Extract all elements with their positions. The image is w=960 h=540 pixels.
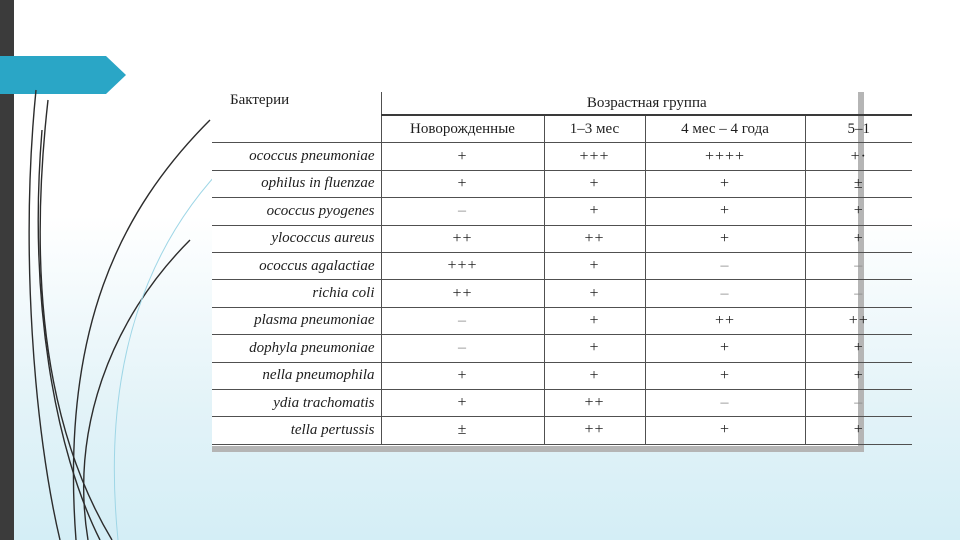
prevalence-cell: + xyxy=(805,417,912,444)
prevalence-cell: – xyxy=(381,335,544,362)
table-row xyxy=(212,389,912,416)
age-column-header: 5–1 xyxy=(805,115,912,143)
bacterium-name xyxy=(212,143,381,170)
prevalence-cell: + xyxy=(805,335,912,362)
prevalence-cell: + xyxy=(645,170,805,197)
bacteria-age-table xyxy=(212,92,912,445)
bacterium-name-text: tella pertussis xyxy=(290,421,375,438)
prevalence-cell: ++ xyxy=(544,389,645,416)
age-column-header: 4 мес – 4 года xyxy=(645,115,805,143)
prevalence-cell: ++ xyxy=(544,225,645,252)
bacterium-name xyxy=(212,280,381,307)
prevalence-cell: – xyxy=(805,389,912,416)
prevalence-cell: ± xyxy=(805,170,912,197)
table-row xyxy=(212,307,912,334)
prevalence-cell: + xyxy=(544,307,645,334)
table-row xyxy=(212,417,912,444)
prevalence-cell: ++ xyxy=(381,225,544,252)
prevalence-cell: ± xyxy=(381,417,544,444)
table-image xyxy=(212,92,870,452)
prevalence-cell: + xyxy=(381,362,544,389)
bacterium-name xyxy=(212,362,381,389)
bacterium-name-text: ophilus in fluenzae xyxy=(261,175,375,192)
prevalence-cell: + xyxy=(805,198,912,225)
bacterium-name xyxy=(212,335,381,362)
bacterium-name xyxy=(212,252,381,279)
bacteria-header: Бактерии xyxy=(212,92,381,143)
bacterium-name xyxy=(212,307,381,334)
bacterium-name-text: dophyla pneumoniae xyxy=(249,339,375,356)
prevalence-cell: + xyxy=(381,389,544,416)
prevalence-cell: + xyxy=(645,362,805,389)
bacterium-name-text: nella pneumophila xyxy=(262,367,375,384)
prevalence-cell: + xyxy=(645,335,805,362)
prevalence-cell: – xyxy=(381,307,544,334)
prevalence-cell: + xyxy=(645,198,805,225)
table-row xyxy=(212,225,912,252)
prevalence-cell: + xyxy=(544,362,645,389)
bacterium-name xyxy=(212,417,381,444)
prevalence-cell: – xyxy=(805,280,912,307)
prevalence-cell: ++ xyxy=(805,307,912,334)
prevalence-cell: + xyxy=(805,362,912,389)
bacterium-name-text: ococcus pneumoniae xyxy=(249,148,375,165)
table-row xyxy=(212,170,912,197)
prevalence-cell: – xyxy=(645,389,805,416)
prevalence-cell: + xyxy=(381,143,544,170)
prevalence-cell: +++ xyxy=(544,143,645,170)
bacterium-name-text: ococcus agalactiae xyxy=(259,257,375,274)
prevalence-cell: ++++ xyxy=(645,143,805,170)
prevalence-cell: + xyxy=(645,225,805,252)
age-column-header: 1–3 мес xyxy=(544,115,645,143)
bacterium-name-text: plasma pneumoniae xyxy=(254,312,375,329)
prevalence-cell: ++ xyxy=(645,307,805,334)
prevalence-cell: ++ xyxy=(381,280,544,307)
prevalence-cell: + xyxy=(381,170,544,197)
prevalence-cell: + xyxy=(544,335,645,362)
table-row xyxy=(212,252,912,279)
prevalence-cell: + xyxy=(645,417,805,444)
prevalence-cell: + xyxy=(544,198,645,225)
prevalence-cell: – xyxy=(805,252,912,279)
prevalence-cell: – xyxy=(645,252,805,279)
age-group-header: Возрастная группа xyxy=(381,92,912,115)
bacterium-name xyxy=(212,170,381,197)
prevalence-cell: +++ xyxy=(381,252,544,279)
prevalence-cell: – xyxy=(645,280,805,307)
bacterium-name-text: ococcus pyogenes xyxy=(266,202,375,219)
table-row xyxy=(212,280,912,307)
prevalence-cell: + xyxy=(544,252,645,279)
bacterium-name xyxy=(212,198,381,225)
bacterium-name-text: ydia trachomatis xyxy=(273,394,375,411)
bacterium-name-text: ylococcus aureus xyxy=(271,230,375,247)
bacterium-name xyxy=(212,389,381,416)
table-row xyxy=(212,143,912,170)
prevalence-cell: ++ xyxy=(544,417,645,444)
table-row xyxy=(212,198,912,225)
prevalence-cell: + xyxy=(544,170,645,197)
bacterium-name xyxy=(212,225,381,252)
prevalence-cell: +· xyxy=(805,143,912,170)
prevalence-cell: + xyxy=(805,225,912,252)
table-row xyxy=(212,362,912,389)
bacterium-name-text: richia coli xyxy=(312,285,375,302)
age-column-header: Новорожденные xyxy=(381,115,544,143)
prevalence-cell: – xyxy=(381,198,544,225)
table-row xyxy=(212,335,912,362)
prevalence-cell: + xyxy=(544,280,645,307)
